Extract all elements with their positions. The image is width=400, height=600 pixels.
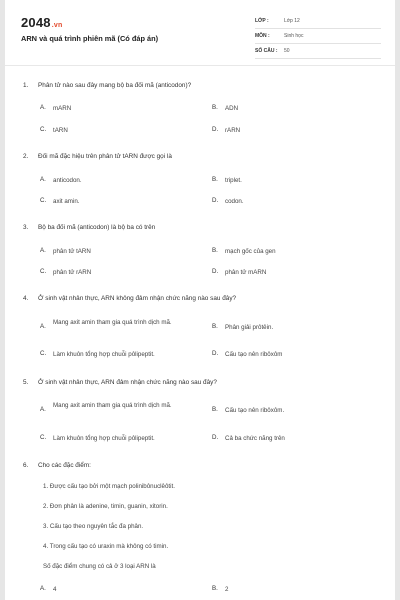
option-text: 4	[53, 586, 57, 593]
question-stem: Cho các đặc điểm:	[38, 462, 91, 469]
option-a[interactable]	[40, 176, 82, 185]
statement-item: 2. Đơn phân là adenine, timin, guanin, xitorin.	[43, 503, 168, 510]
question-stem: Phân tử nào sau đây mang bộ ba đối mã (anticodon)?	[38, 82, 192, 89]
question-number: 5.	[23, 379, 29, 386]
question-number: 1.	[23, 82, 29, 89]
option-text: ADN	[225, 105, 239, 112]
statement-item: 4. Trong cấu tạo có uraxin mà không có timin.	[43, 543, 169, 550]
statement-item: 1. Được cấu tạo bởi một mạch polinibônuclêôtit.	[43, 483, 175, 490]
meta-value: Lớp 12	[284, 18, 300, 24]
option-text: mạch gốc của gen	[225, 248, 276, 255]
option-letter: B.	[212, 247, 218, 254]
statement-prompt: Số đặc điểm chung có cả ở 3 loại ARN là	[43, 563, 156, 570]
option-a[interactable]	[40, 585, 56, 594]
option-letter: A.	[40, 406, 46, 413]
meta-row-class	[255, 14, 381, 29]
option-d[interactable]	[212, 268, 266, 277]
question-stem: Đối mã đặc hiệu trên phân tử tARN được gọi là	[38, 153, 172, 160]
option-text: triplet.	[225, 177, 242, 184]
option-letter: D.	[212, 268, 219, 275]
page-header	[5, 0, 395, 66]
option-a[interactable]	[40, 104, 71, 113]
option-letter: B.	[212, 176, 218, 183]
question-stem: Ở sinh vật nhân thực, ARN không đảm nhận chức năng nào sau đây?	[38, 295, 237, 302]
option-letter: A.	[40, 585, 46, 592]
option-text: Mang axit amin tham gia quá trình dịch mã.	[53, 402, 172, 409]
question-number: 4.	[23, 295, 29, 302]
question-text	[23, 294, 385, 303]
option-letter: D.	[212, 350, 219, 357]
option-letter: B.	[212, 406, 218, 413]
option-text: Cấu tạo nên ribôxôm	[225, 351, 283, 358]
option-b[interactable]	[212, 585, 228, 594]
option-c[interactable]	[40, 268, 91, 277]
question-text	[23, 223, 385, 232]
meta-key: MÔN :	[255, 33, 270, 39]
option-letter: C.	[40, 268, 47, 275]
option-letter: D.	[212, 126, 219, 133]
option-letter: C.	[40, 126, 47, 133]
option-text: rARN	[225, 127, 241, 134]
meta-key: SỐ CÂU :	[255, 48, 278, 54]
option-d[interactable]	[212, 434, 285, 443]
option-letter: D.	[212, 197, 219, 204]
question-number: 6.	[23, 462, 29, 469]
option-a[interactable]	[40, 318, 200, 330]
option-text: Phân giải prôtêin.	[225, 324, 274, 331]
option-c[interactable]	[40, 350, 155, 359]
option-text: Mang axit amin tham gia quá trình dịch mã.	[53, 319, 172, 326]
statement-item: 3. Cấu tạo theo nguyên tắc đa phân.	[43, 523, 144, 530]
logo-suffix-text: .vn	[51, 22, 63, 29]
option-d[interactable]	[212, 197, 244, 206]
option-letter: B.	[212, 104, 218, 111]
option-c[interactable]	[40, 126, 68, 135]
question-stem: Ở sinh vật nhân thực, ARN đảm nhận chức năng nào sau đây?	[38, 379, 217, 386]
option-text: phân tử tARN	[53, 248, 91, 255]
question-number: 2.	[23, 153, 29, 160]
option-letter: B.	[212, 585, 218, 592]
option-a[interactable]	[40, 401, 200, 413]
meta-value: 50	[284, 48, 290, 54]
option-text: Làm khuôn tổng hợp chuỗi pôlipeptit.	[53, 351, 155, 358]
question-stem: Bộ ba đối mã (anticodon) là bộ ba có trên	[38, 224, 156, 231]
option-text: anticodon.	[53, 177, 82, 184]
option-text: Cả ba chức năng trên	[225, 435, 285, 442]
option-letter: C.	[40, 197, 47, 204]
option-letter: C.	[40, 350, 47, 357]
logo-main-text: 2048	[21, 15, 51, 30]
meta-key: LỚP :	[255, 18, 269, 24]
option-text: phân tử mARN	[225, 269, 267, 276]
option-text: Cấu tạo nên ribôxôm.	[225, 407, 285, 414]
option-letter: B.	[212, 323, 218, 330]
option-text: tARN	[53, 127, 68, 134]
option-a[interactable]	[40, 247, 91, 256]
option-letter: D.	[212, 434, 219, 441]
option-b[interactable]	[212, 176, 242, 185]
option-c[interactable]	[40, 434, 155, 443]
option-b[interactable]	[212, 406, 284, 415]
option-text: Làm khuôn tổng hợp chuỗi pôlipeptit.	[53, 435, 155, 442]
option-letter: A.	[40, 176, 46, 183]
option-text: 2	[225, 586, 229, 593]
question-number: 3.	[23, 224, 29, 231]
option-b[interactable]	[212, 247, 276, 256]
site-logo[interactable]	[21, 15, 62, 30]
option-text: codon.	[225, 198, 244, 205]
meta-row-subject	[255, 29, 381, 44]
document-title: ARN và quá trình phiên mã (Có đáp án)	[21, 34, 159, 43]
option-b[interactable]	[212, 323, 273, 332]
meta-row-count	[255, 44, 381, 59]
document-meta	[255, 14, 381, 59]
option-letter: C.	[40, 434, 47, 441]
option-letter: A.	[40, 323, 46, 330]
option-text: axit amin.	[53, 198, 80, 205]
option-text: phân tử rARN	[53, 269, 92, 276]
question-text	[23, 81, 385, 90]
question-text	[23, 152, 385, 161]
worksheet-page	[5, 0, 395, 600]
meta-value: Sinh học	[284, 33, 304, 39]
option-c[interactable]	[40, 197, 79, 206]
question-text	[23, 378, 385, 387]
question-text	[23, 461, 385, 470]
option-text: mARN	[53, 105, 72, 112]
option-letter: A.	[40, 247, 46, 254]
option-letter: A.	[40, 104, 46, 111]
option-b[interactable]	[212, 104, 238, 113]
option-d[interactable]	[212, 126, 240, 135]
option-d[interactable]	[212, 350, 282, 359]
